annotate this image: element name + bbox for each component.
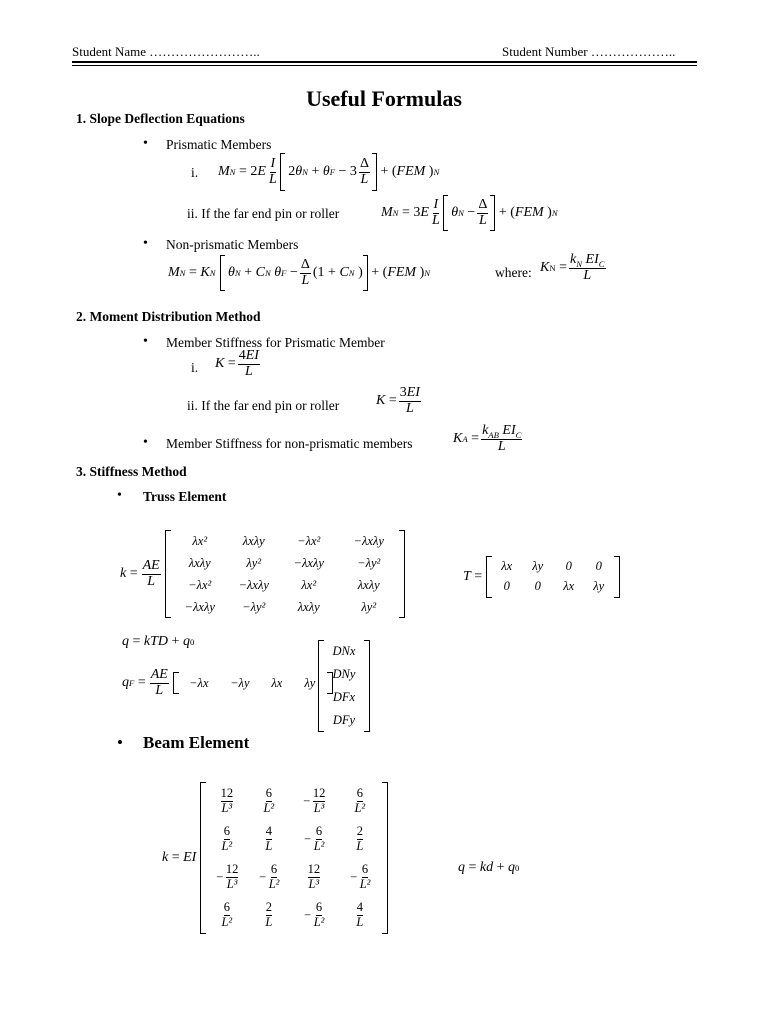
student-number-field: Student Number ……………….. — [502, 44, 676, 59]
numerator: 6 — [265, 786, 272, 801]
numerator: 12 — [220, 786, 234, 801]
matrix-cell — [248, 820, 290, 858]
section-1-heading: 1. Slope Deflection Equations — [76, 111, 245, 126]
matrix-cell: λx — [501, 558, 513, 573]
fraction — [356, 901, 363, 928]
denominator: L² — [354, 800, 366, 815]
denominator: L² — [263, 800, 275, 815]
denominator: L² — [313, 914, 325, 929]
matrix-cell — [338, 858, 382, 896]
nonprismatic-slope-equation: M N = K N θ N + C N θ F − $\frac{\Delta}{L}$ (1 + C N ) + ( FEM ) N — [168, 255, 430, 291]
numerator: 12 — [225, 862, 239, 877]
denominator: L² — [313, 838, 325, 853]
denominator: L — [265, 838, 273, 853]
qf-row-vector — [179, 672, 327, 694]
t-matrix — [492, 556, 614, 598]
denominator: L — [265, 914, 273, 929]
numerator: 12 — [312, 786, 326, 801]
member-stiffness-nonprismatic-label: Member Stiffness for non-prismatic members — [166, 436, 413, 451]
fraction — [354, 787, 365, 814]
numerator: 4 — [356, 900, 363, 915]
matrix-cell: DFy — [332, 713, 356, 727]
fraction — [221, 787, 234, 814]
header-rule-thin — [72, 65, 697, 66]
truss-member-force-equation: q F = $\frac{AE}{L}$ −λx −λy λx λy — [122, 668, 333, 698]
minus-sign: − — [303, 907, 312, 922]
matrix-cell — [338, 782, 382, 820]
fraction — [314, 825, 325, 852]
matrix-cell: λy² — [361, 599, 377, 614]
matrix-cell — [290, 782, 338, 820]
slope-deflection-pinned-equation: M N = 3 E $\frac{I}{L}$ θ N − $\frac{\Delta}{L}$ + ( FEM ) N — [381, 195, 558, 231]
page-title: Useful Formulas — [306, 86, 462, 111]
matrix-cell: λx² — [192, 533, 208, 548]
minus-sign: − — [302, 793, 311, 808]
numerator: 4 — [265, 824, 272, 839]
matrix-cell: 0 — [565, 558, 572, 573]
section-3-heading: 3. Stiffness Method — [76, 464, 187, 479]
matrix-cell: −λxλy — [238, 577, 269, 592]
numerator: 6 — [315, 900, 323, 915]
bullet-icon: • — [143, 236, 148, 251]
fraction — [269, 863, 280, 890]
numerator: 6 — [270, 862, 278, 877]
numerator: 6 — [315, 824, 323, 839]
bullet-icon: • — [117, 733, 123, 752]
beam-element-label: Beam Element — [143, 733, 250, 752]
minus-sign: − — [215, 869, 224, 884]
matrix-cell: −λx² — [297, 533, 321, 548]
fraction — [308, 863, 321, 890]
fraction — [265, 901, 272, 928]
matrix-cell — [248, 896, 290, 934]
matrix-cell: −λy² — [357, 555, 381, 570]
bullet-icon: • — [143, 136, 148, 151]
denominator: L³ — [221, 800, 233, 815]
section-2-heading: 2. Moment Distribution Method — [76, 309, 261, 324]
fraction — [265, 825, 272, 852]
denominator: L² — [221, 914, 233, 929]
matrix-cell: −λx² — [188, 577, 212, 592]
truss-element-label: Truss Element — [143, 489, 227, 504]
matrix-cell — [338, 896, 382, 934]
numerator: 2 — [265, 900, 272, 915]
matrix-cell: λx — [563, 578, 575, 593]
fraction — [314, 901, 325, 928]
matrix-cell — [290, 896, 338, 934]
fraction — [313, 787, 326, 814]
fraction — [221, 825, 232, 852]
fraction — [356, 825, 363, 852]
denominator: L — [356, 914, 364, 929]
non-prismatic-members-label: Non-prismatic Members — [166, 237, 299, 252]
minus-sign: − — [349, 869, 358, 884]
matrix-cell: λy — [593, 578, 605, 593]
fraction — [263, 787, 274, 814]
matrix-cell: λxλy — [242, 533, 265, 548]
slope-deflection-equation: M N = 2 E $\frac{I}{L}$ 2 θ N + θ F − 3 $\frac{\Delta}{L}$ + ( FEM ) N — [218, 153, 439, 191]
matrix-cell: 0 — [595, 558, 602, 573]
denominator: L — [356, 838, 364, 853]
matrix-cell — [290, 858, 338, 896]
matrix-cell — [290, 820, 338, 858]
matrix-cell: 0 — [534, 578, 541, 593]
beam-force-equation: q = kd + q 0 — [458, 860, 520, 875]
item-ii-label: ii. If the far end pin or roller — [187, 398, 340, 413]
minus-sign: − — [303, 831, 312, 846]
beam-stiffness-matrix-equation: k = EI $\frac{12}{\text{L³}}$ $\frac{6}{\text{L²}}$ − $\frac{12}{\text{L³}}$ $\frac{6}{\text{L²}}$ $\frac{6}{\text{L²}}$ $\frac{4}{L}$ − $\frac{6}{\text{L²}}$ $\frac{2}{L}$ − $\frac{12}{\text{L³}}$ − $\frac{6}{\text{L²}}$ $\frac{12}{\text{L³}}$ − $\frac{6}{\text{L²}}$ $\frac{6}{\text{L²}}$ $\frac{2}{L}$ − $\frac{6}{\text{L²}}$ $\frac{4}{L}$ — [162, 782, 388, 934]
denominator: L³ — [308, 876, 320, 891]
matrix-cell: λx — [271, 675, 283, 690]
bullet-icon: • — [143, 334, 148, 349]
matrix-cell: DFx — [332, 690, 356, 704]
matrix-cell: λxλy — [297, 599, 320, 614]
stiffness-3ei-equation: K = $\frac{3EI}{L}$ — [376, 385, 420, 416]
numerator: 6 — [361, 862, 369, 877]
stiffness-nonprismatic-equation: K A = $\frac{k_{AB} EI_C}{L}$ — [453, 423, 522, 454]
matrix-cell — [248, 782, 290, 820]
matrix-cell — [248, 858, 290, 896]
matrix-cell: −λy — [230, 675, 250, 690]
matrix-cell: λxλy — [357, 577, 380, 592]
beam-matrix — [206, 782, 382, 934]
item-ii-label: ii. If the far end pin or roller — [187, 206, 340, 221]
matrix-cell: −λxλy — [293, 555, 324, 570]
matrix-cell — [206, 820, 248, 858]
numerator: 6 — [223, 824, 230, 839]
minus-sign: − — [258, 869, 267, 884]
matrix-cell — [206, 858, 248, 896]
truss-force-equation: q = kTD + q 0 — [122, 634, 195, 649]
matrix-cell: −λy² — [242, 599, 266, 614]
denominator: L³ — [226, 876, 238, 891]
numerator: 2 — [356, 824, 363, 839]
student-name-field: Student Name …………………….. — [72, 44, 260, 59]
fraction — [360, 863, 371, 890]
matrix-cell: λx² — [301, 577, 317, 592]
denominator: L² — [359, 876, 371, 891]
transformation-matrix-equation: T = λx λy 0 0 0 0 λx λy — [463, 556, 620, 598]
matrix-cell: 0 — [503, 578, 510, 593]
displacement-vector — [318, 640, 370, 732]
matrix-cell: −λx — [189, 675, 209, 690]
matrix-cell: λy² — [246, 555, 262, 570]
item-i-label: i. — [191, 165, 199, 180]
truss-stiffness-matrix-equation: k = $\frac{AE}{L}$ λx² λxλy −λx² −λxλy λxλy λy² −λxλy −λy² −λx² −λxλy λx² λxλy −λxλy −λy² λxλy λy² — [120, 530, 405, 618]
numerator: 6 — [356, 786, 363, 801]
matrix-cell: λy — [532, 558, 544, 573]
truss-matrix — [171, 530, 399, 618]
matrix-cell — [206, 896, 248, 934]
matrix-cell: DNx — [332, 644, 356, 658]
stiffness-4ei-equation: K = $\frac{4EI}{L}$ — [215, 348, 259, 379]
matrix-cell — [206, 782, 248, 820]
denominator: L² — [221, 838, 233, 853]
member-stiffness-prismatic-label: Member Stiffness for Prismatic Member — [166, 335, 385, 350]
numerator: 12 — [307, 862, 321, 877]
matrix-cell: −λxλy — [184, 599, 215, 614]
item-i-label: i. — [191, 360, 199, 375]
prismatic-members-label: Prismatic Members — [166, 137, 272, 152]
numerator: 6 — [223, 900, 230, 915]
matrix-cell — [338, 820, 382, 858]
where-label: where: — [495, 265, 532, 280]
bullet-icon: • — [143, 435, 148, 450]
matrix-cell: DNy — [332, 667, 356, 681]
d-vector — [324, 640, 364, 732]
fraction — [221, 901, 232, 928]
matrix-cell: λxλy — [188, 555, 211, 570]
denominator: L³ — [313, 800, 325, 815]
kn-definition: K N = $\frac{k_N EI_C}{L}$ — [540, 252, 605, 283]
fraction — [226, 863, 239, 890]
denominator: L² — [268, 876, 280, 891]
matrix-cell: λy — [304, 675, 316, 690]
bullet-icon: • — [117, 488, 122, 503]
header-rule-thick — [72, 61, 697, 63]
matrix-cell: −λxλy — [353, 533, 384, 548]
